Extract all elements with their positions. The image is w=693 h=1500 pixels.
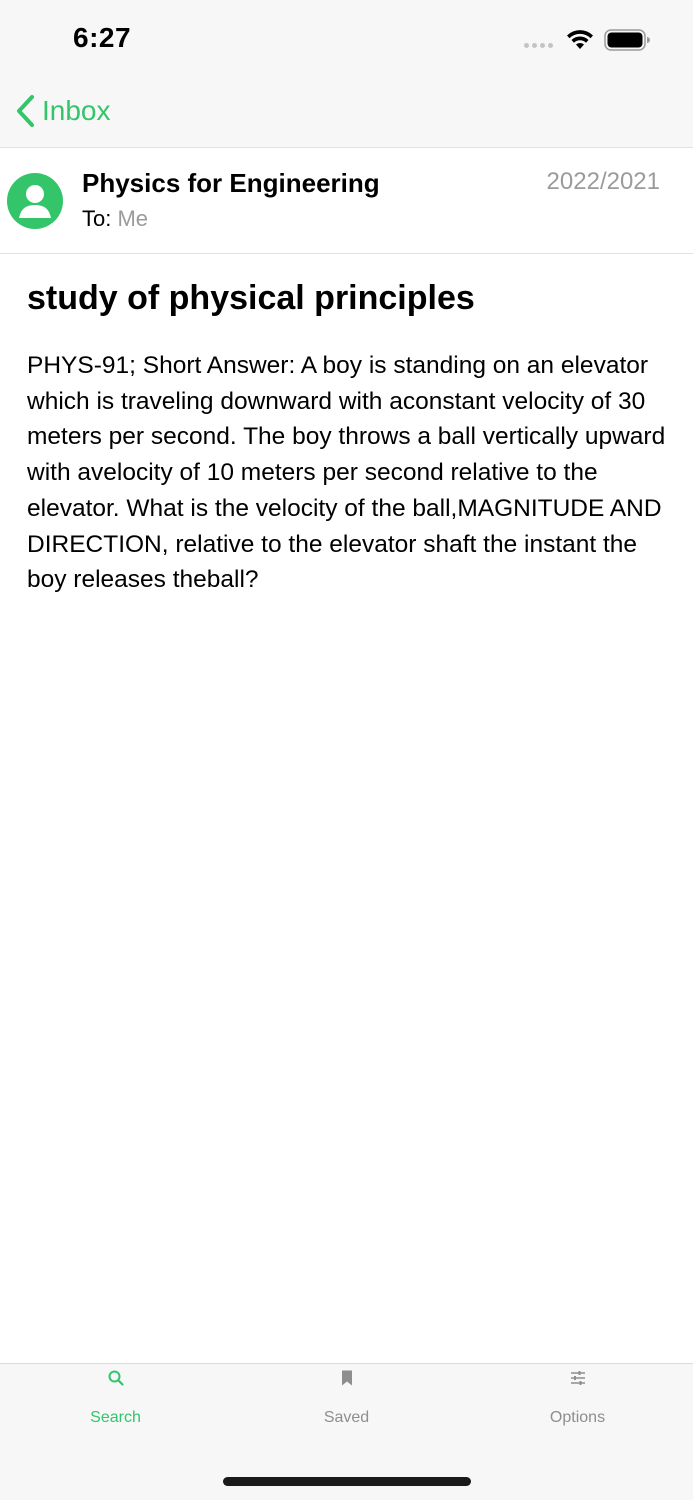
avatar-icon	[7, 173, 63, 229]
recipient-value: Me	[117, 206, 149, 231]
sliders-icon	[569, 1369, 587, 1387]
navigation-bar	[0, 80, 693, 148]
home-indicator	[223, 1477, 471, 1486]
message-header	[0, 148, 693, 254]
bookmark-icon	[338, 1369, 356, 1387]
search-icon	[107, 1369, 125, 1387]
tab-search-label: Search	[90, 1409, 141, 1426]
battery-icon	[604, 29, 650, 51]
tab-options-label: Options	[549, 1409, 606, 1426]
wifi-icon	[566, 28, 594, 50]
back-to-inbox-button[interactable]	[14, 94, 111, 128]
back-button-label: Inbox	[42, 95, 111, 126]
status-bar	[0, 0, 693, 80]
tab-search[interactable]	[0, 1364, 231, 1434]
tab-saved-label: Saved	[323, 1409, 370, 1426]
status-time: 6:27	[73, 22, 132, 53]
chevron-left-icon	[14, 94, 36, 128]
tab-options[interactable]	[462, 1364, 693, 1434]
recipient-label: To:	[82, 206, 112, 231]
message-date: 2022/2021	[546, 168, 660, 195]
message-subject: study of physical principles	[27, 279, 475, 317]
tab-saved[interactable]	[231, 1364, 462, 1434]
sender-name: Physics for Engineering	[82, 168, 380, 198]
cellular-signal-icon	[524, 43, 553, 48]
recipient-line	[82, 206, 148, 232]
message-body: PHYS-91; Short Answer: A boy is standing on an elevator which is traveling downward with aconstant velocity of 30 meters per second. The boy throws a ball vertically upward with avelocity of 10 meters per second relative to the elevator. What is the velocity of the ball,MAGNITUDE AND DIRECTION, relative to the elevator shaft the instant the boy releases theball?	[27, 352, 666, 594]
